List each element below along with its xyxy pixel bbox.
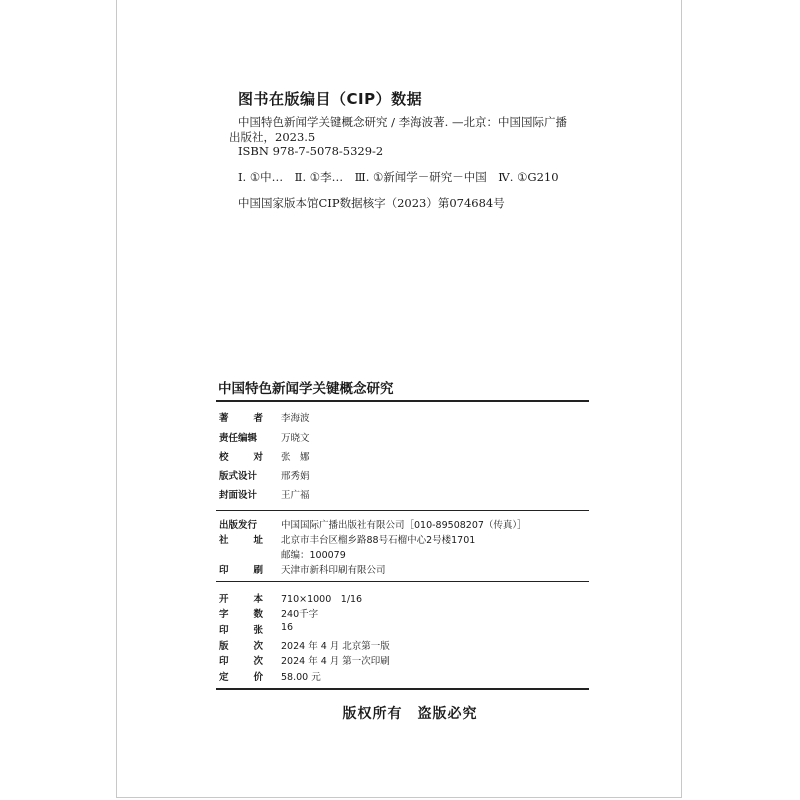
spec-value: 16 <box>281 622 294 633</box>
spec-label <box>219 591 263 605</box>
publisher-label <box>219 517 263 531</box>
publisher-label-part: 刷 <box>253 565 263 576</box>
credit-label-part: 校 <box>219 452 229 463</box>
credit-label-part: 者 <box>253 413 263 424</box>
spec-label-part: 次 <box>253 641 263 652</box>
credit-value: 万晓文 <box>281 433 310 444</box>
credit-value: 王广福 <box>281 490 310 501</box>
publisher-label-part: 出版发行 <box>219 520 258 531</box>
spec-label-part: 张 <box>253 625 263 636</box>
credit-label-part: 责任编辑 <box>219 433 258 444</box>
credit-label-part: 著 <box>219 413 229 424</box>
spec-value: 240千字 <box>281 609 319 620</box>
copyright-notice: 版权所有 盗版必究 <box>342 706 478 722</box>
spec-label <box>219 638 263 652</box>
publisher-value: 中国国际广播出版社有限公司［010-89508207（传真）］ <box>281 520 527 531</box>
rule-bottom <box>216 688 589 690</box>
spec-value: 58.00 元 <box>281 672 321 683</box>
spec-label-part: 字 <box>219 609 229 620</box>
cip-line-1: 中国特色新闻学关键概念研究 / 李海波著. —北京：中国国际广播 <box>238 115 567 129</box>
spec-value: 2024 年 4 月 北京第一版 <box>281 641 390 652</box>
credit-label <box>219 410 263 424</box>
spec-label-part: 印 <box>219 625 229 636</box>
credit-label <box>219 449 263 463</box>
credit-label <box>219 430 263 444</box>
credit-label-part: 版式设计 <box>219 471 258 482</box>
spec-label <box>219 606 263 620</box>
publisher-value: 北京市丰台区榴乡路88号石榴中心2号楼1701 <box>281 535 476 546</box>
credit-value: 邢秀娟 <box>281 471 310 482</box>
publisher-label-part: 社 <box>219 535 229 546</box>
cip-line-2: 出版社，2023.5 <box>229 130 316 144</box>
spec-label-part: 印 <box>219 656 229 667</box>
cip-record-number: 中国国家版本馆CIP数据核字（2023）第074684号 <box>238 196 505 210</box>
spec-label-part: 价 <box>253 672 263 683</box>
spec-label <box>219 653 263 667</box>
cip-isbn: ISBN 978-7-5078-5329-2 <box>238 144 384 158</box>
credit-value: 张 娜 <box>281 452 310 463</box>
rule-credits <box>216 510 589 511</box>
credit-label <box>219 487 263 501</box>
rule-publisher <box>216 581 589 582</box>
publisher-value: 邮编：100079 <box>281 550 346 561</box>
rule-top <box>216 400 589 402</box>
cip-title: 图书在版编目（CIP）数据 <box>238 90 423 108</box>
spec-label-part: 版 <box>219 641 229 652</box>
publisher-label-part: 址 <box>253 535 263 546</box>
credit-value: 李海波 <box>281 413 310 424</box>
spec-label-part: 开 <box>219 594 229 605</box>
publisher-value: 天津市新科印刷有限公司 <box>281 565 386 576</box>
spec-value: 2024 年 4 月 第一次印刷 <box>281 656 390 667</box>
spec-label <box>219 622 263 636</box>
credit-label-part: 封面设计 <box>219 490 258 501</box>
spec-label-part: 次 <box>253 656 263 667</box>
credit-label <box>219 468 263 482</box>
credit-label-part: 对 <box>253 452 263 463</box>
book-title: 中国特色新闻学关键概念研究 <box>218 381 394 397</box>
publisher-label-part: 印 <box>219 565 229 576</box>
spec-label-part: 本 <box>253 594 263 605</box>
publisher-label <box>219 532 263 546</box>
spec-label <box>219 669 263 683</box>
spec-label-part: 定 <box>219 672 229 683</box>
spec-label-part: 数 <box>253 609 263 620</box>
publisher-label <box>219 562 263 576</box>
spec-value: 710×1000 1/16 <box>281 594 363 605</box>
cip-classification: Ⅰ. ①中… Ⅱ. ①李… Ⅲ. ①新闻学－研究－中国 Ⅳ. ①G210 <box>238 170 559 184</box>
